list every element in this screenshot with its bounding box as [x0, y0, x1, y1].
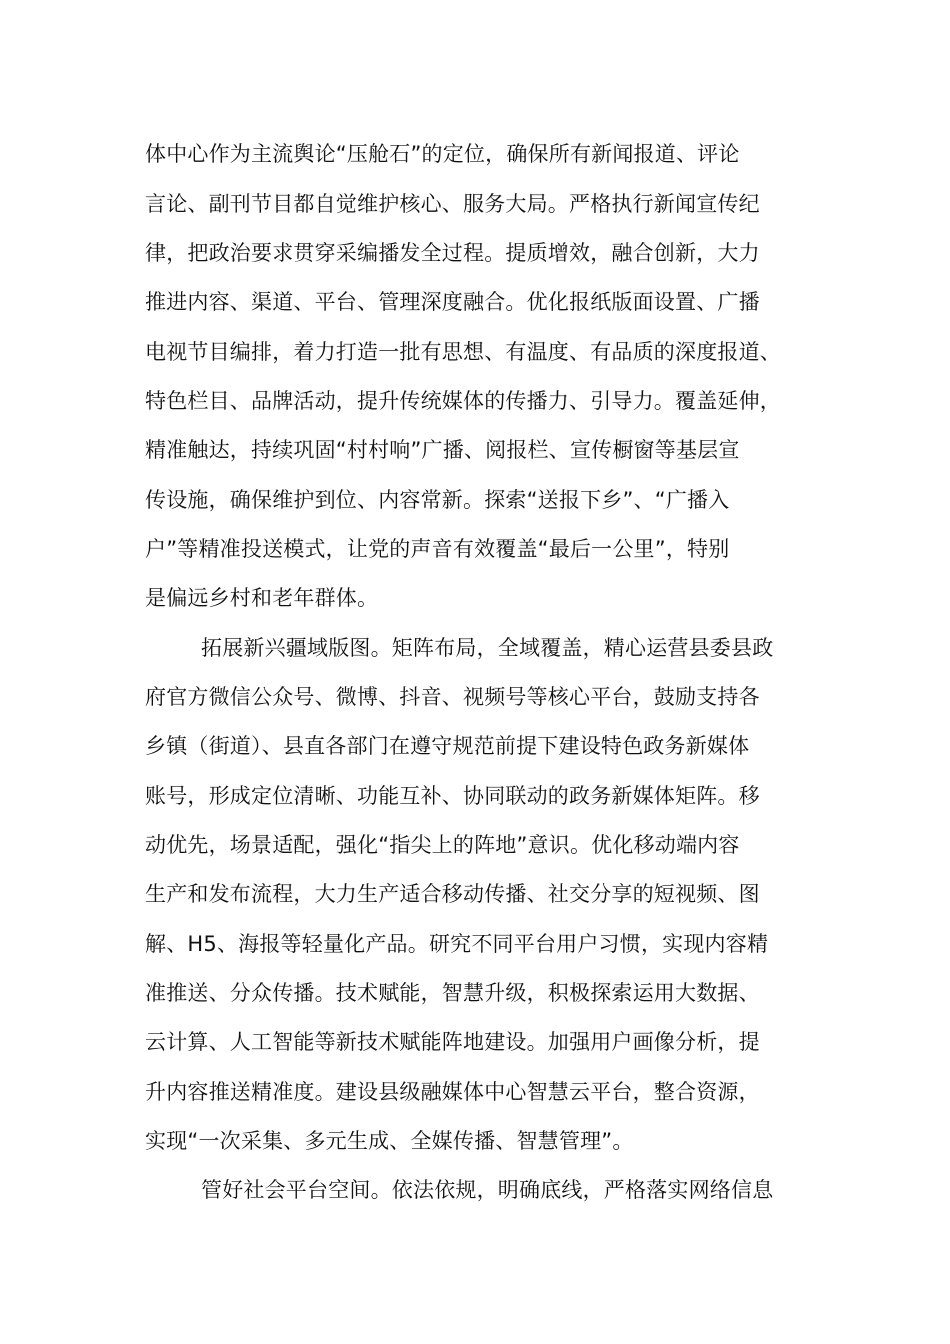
text-line-15: 动优先，场景适配，强化“指尖上的阵地”意识。优化移动端内容 [145, 833, 740, 857]
paragraph-heading-line: 拓展新兴疆域版图。矩阵布局，全域覆盖，精心运营县委县政 [201, 636, 774, 660]
text-line-4: 推进内容、渠道、平台、管理深度融合。优化报纸版面设置、广播 [145, 290, 760, 314]
text-line-6: 特色栏目、品牌活动，提升传统媒体的传播力、引导力。覆盖延伸， [145, 389, 781, 413]
text-line-12: 府官方微信公众号、微博、抖音、视频号等核心平台，鼓励支持各 [145, 685, 760, 709]
text-line-1: 体中心作为主流舆论“压舱石”的定位，确保所有新闻报道、评论 [145, 142, 740, 166]
text-line-10: 是偏远乡村和老年群体。 [145, 586, 379, 610]
text-line-20: 升内容推送精准度。建设县级融媒体中心智慧云平台，整合资源， [145, 1080, 760, 1104]
text-line-5: 电视节目编排，着力打造一批有思想、有温度、有品质的深度报道、 [145, 340, 781, 364]
text-line-16: 生产和发布流程，大力生产适合移动传播、社交分享的短视频、图 [145, 882, 760, 906]
text-line-8: 传设施，确保维护到位、内容常新。探索“送报下乡”、“广播入 [145, 488, 730, 512]
text-line-13: 乡镇（街道）、县直各部门在遵守规范前提下建设特色政务新媒体 [145, 734, 750, 758]
text-line-7: 精准触达，持续巩固“村村响”广播、阅报栏、宣传橱窗等基层宣 [145, 438, 740, 462]
paragraph-heading-line-2: 管好社会平台空间。依法依规，明确底线，严格落实网络信息 [201, 1178, 774, 1202]
text-line-9: 户”等精准投送模式，让党的声音有效覆盖“最后一公里”，特别 [145, 537, 730, 561]
text-line-17: 解、H5、海报等轻量化产品。研究不同平台用户习惯，实现内容精 [145, 932, 769, 956]
text-line-3: 律，把政治要求贯穿采编播发全过程。提质增效，融合创新，大力 [145, 241, 760, 265]
text-line-18: 准推送、分众传播。技术赋能，智慧升级，积极探索运用大数据、 [145, 981, 760, 1005]
text-line-19: 云计算、人工智能等新技术赋能阵地建设。加强用户画像分析，提 [145, 1030, 760, 1054]
text-line-2: 言论、副刊节目都自觉维护核心、服务大局。严格执行新闻宣传纪 [145, 192, 760, 216]
text-line-14: 账号，形成定位清晰、功能互补、协同联动的政务新媒体矩阵。移 [145, 784, 760, 808]
text-line-21: 实现“一次采集、多元生成、全媒传播、智慧管理”。 [145, 1129, 634, 1153]
